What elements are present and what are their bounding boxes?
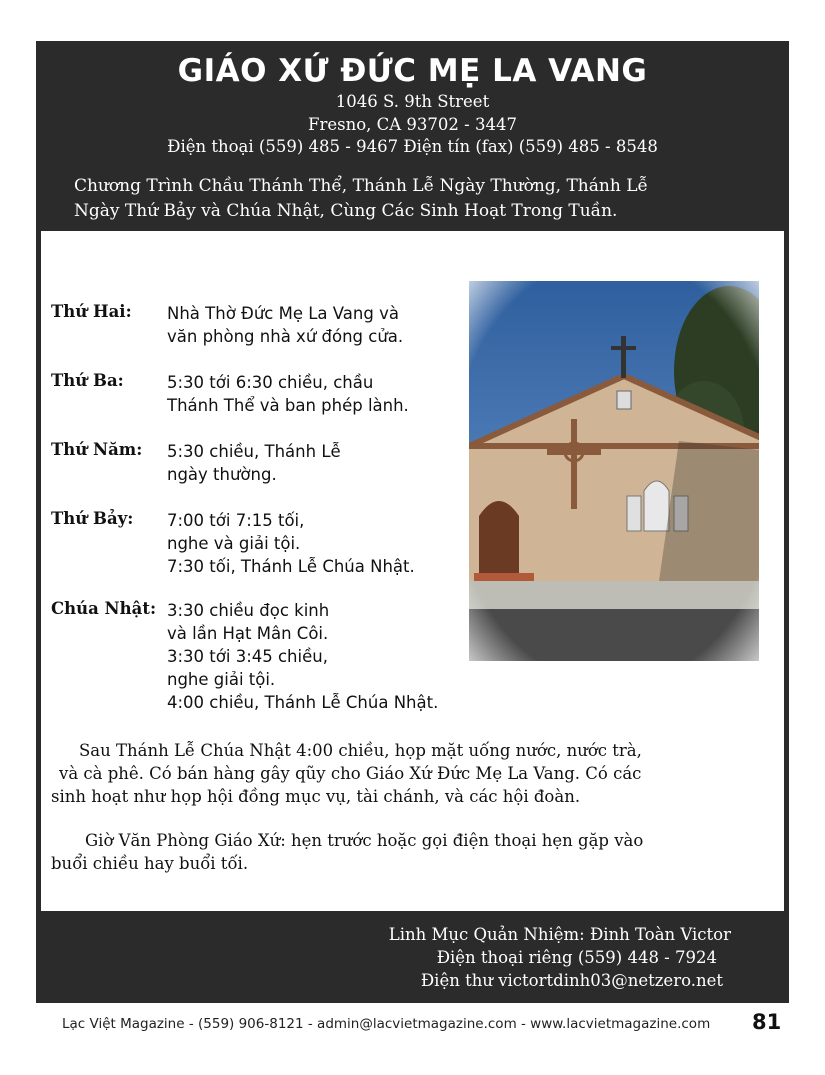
schedule-desc-saturday — [167, 509, 415, 578]
church-photo — [469, 281, 759, 661]
schedule-day-monday: Thứ Hai: — [51, 302, 132, 321]
church-title: GIÁO XỨ ĐỨC MẸ LA VANG — [177, 53, 648, 89]
schedule-day-sunday: Chúa Nhật: — [51, 599, 157, 618]
desc-line: và lần Hạt Mân Côi. — [167, 624, 329, 643]
schedule-day-tuesday: Thứ Ba: — [51, 371, 124, 390]
paragraph-line: Sau Thánh Lễ Chúa Nhật 4:00 chiều, họp mặt uống nước, nước trà, — [79, 741, 642, 760]
desc-line: 7:30 tối, Thánh Lễ Chúa Nhật. — [167, 557, 415, 576]
ad-footer — [36, 911, 789, 1003]
paragraph-line: sinh hoạt như họp hội đồng mục vụ, tài chánh, và các hội đoàn. — [51, 787, 581, 806]
desc-line: Nhà Thờ Đức Mẹ La Vang và — [167, 304, 399, 323]
schedule-desc-sunday — [167, 599, 438, 714]
subtitle-line-2: Ngày Thứ Bảy và Chúa Nhật, Cùng Các Sinh Hoạt Trong Tuần. — [74, 201, 618, 221]
email-line: Điện thư victortdinh03@netzero.net — [420, 971, 723, 990]
ad-header — [36, 41, 789, 231]
page-number: 81 — [752, 1010, 782, 1034]
ad-body — [41, 231, 784, 911]
desc-line: 4:00 chiều, Thánh Lễ Chúa Nhật. — [167, 693, 439, 712]
private-phone: Điện thoại riêng (559) 448 - 7924 — [436, 948, 717, 967]
paragraph-line: buổi chiều hay buổi tối. — [51, 854, 249, 873]
schedule-day-thursday: Thứ Năm: — [51, 440, 143, 459]
desc-line: Thánh Thể và ban phép lành. — [167, 396, 409, 415]
church-ad — [36, 41, 789, 1003]
paragraph-line: Giờ Văn Phòng Giáo Xứ: hẹn trước hoặc gọi điện thoại hẹn gặp vào — [85, 831, 644, 850]
after-mass-paragraph — [51, 739, 779, 762]
office-hours-paragraph-cont — [51, 852, 776, 875]
pastor-name: Linh Mục Quản Nhiệm: Đinh Toàn Victor — [388, 925, 731, 944]
desc-line: nghe giải tội. — [167, 670, 276, 689]
paragraph-line: và cà phê. Có bán hàng gây qũy cho Giáo Xứ Đức Mẹ La Vang. Có các — [59, 764, 642, 783]
desc-line: văn phòng nhà xứ đóng cửa. — [167, 327, 404, 346]
schedule-desc-monday — [167, 302, 403, 348]
desc-line: 7:00 tới 7:15 tối, — [167, 511, 305, 530]
schedule-desc-tuesday — [167, 371, 409, 417]
desc-line: 3:30 chiều đọc kinh — [167, 601, 330, 620]
address-city: Fresno, CA 93702 - 3447 — [308, 115, 517, 134]
office-hours-paragraph — [51, 829, 785, 852]
subtitle-line-1: Chương Trình Chầu Thánh Thể, Thánh Lễ Ngày Thường, Thánh Lễ — [74, 176, 648, 196]
after-mass-paragraph-cont2 — [51, 785, 776, 808]
after-mass-paragraph-cont — [51, 762, 784, 785]
address-street: 1046 S. 9th Street — [335, 92, 490, 111]
desc-line: ngày thường. — [167, 465, 277, 484]
desc-line: 3:30 tới 3:45 chiều, — [167, 647, 328, 666]
program-subtitle — [74, 174, 774, 224]
schedule-desc-thursday — [167, 440, 341, 486]
schedule-day-saturday: Thứ Bảy: — [51, 509, 134, 528]
desc-line: nghe và giải tội. — [167, 534, 301, 553]
magazine-credit: Lạc Việt Magazine - (559) 906-8121 - admin@lacvietmagazine.com - www.lacvietmagazine.com — [62, 1016, 711, 1032]
desc-line: 5:30 chiều, Thánh Lễ — [167, 442, 341, 461]
phone-fax-line: Điện thoại (559) 485 - 9467 Điện tín (fax) (559) 485 - 8548 — [167, 137, 658, 156]
desc-line: 5:30 tới 6:30 chiều, chầu — [167, 373, 374, 392]
